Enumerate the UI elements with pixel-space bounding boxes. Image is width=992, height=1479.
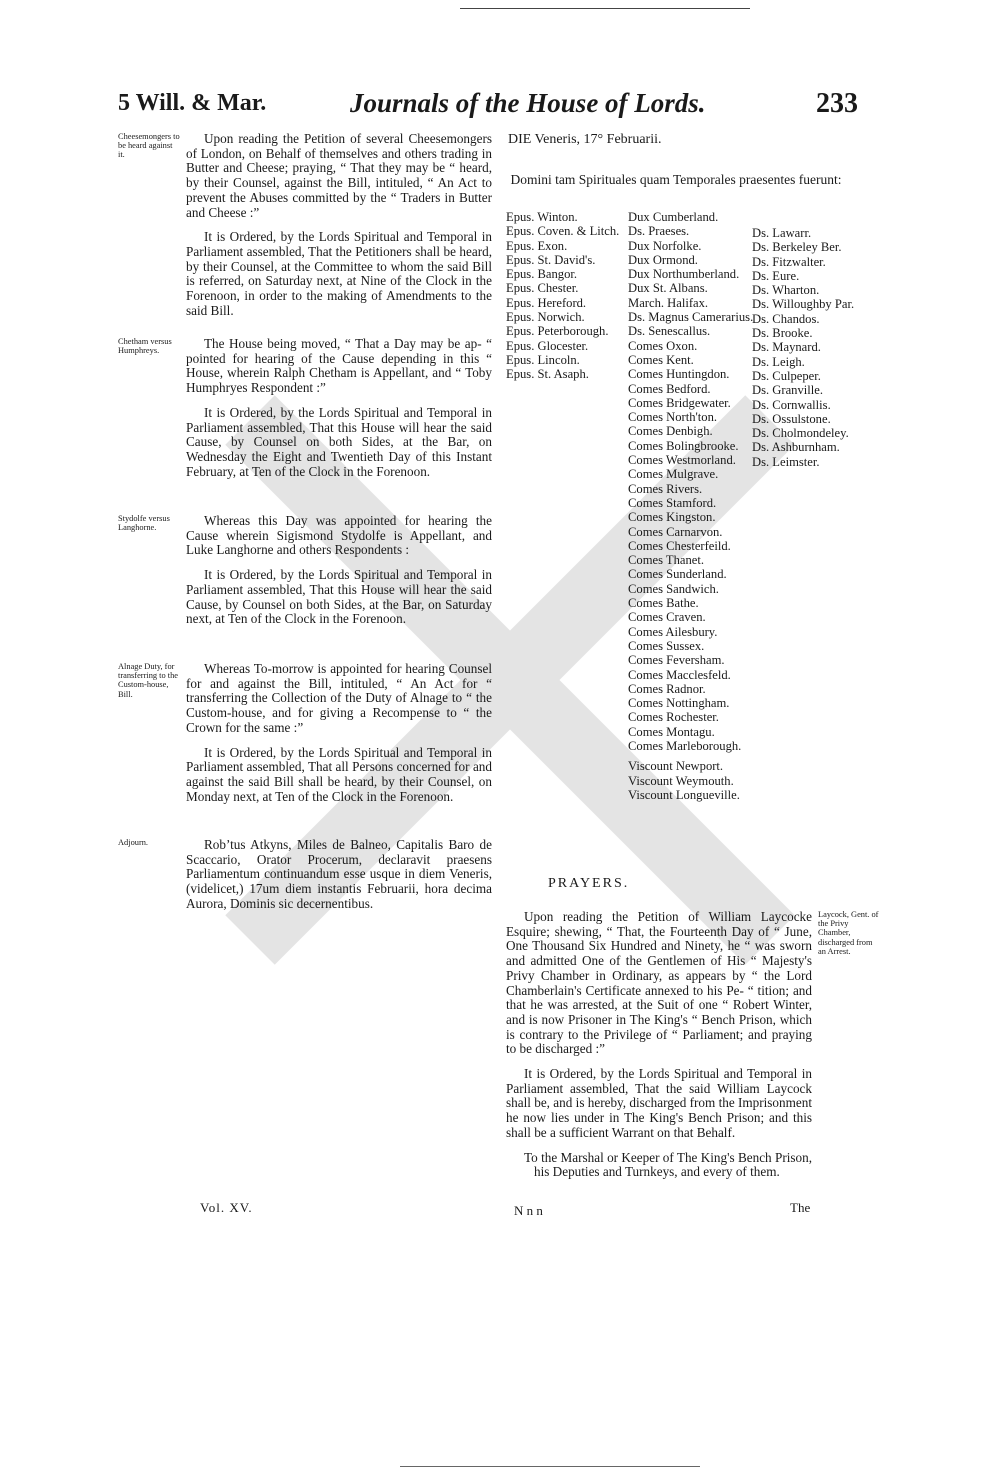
- attendee: Epus. Coven. & Litch.: [506, 224, 620, 239]
- attendee: Ds. Lawarr.: [752, 226, 812, 240]
- attendee: Dux Norfolke.: [628, 238, 702, 253]
- attendee: Comes Feversham.: [628, 653, 725, 668]
- attendance-bishops: [506, 210, 619, 382]
- attendee: Dux Cumberland.: [628, 210, 719, 224]
- page-number: 233: [816, 88, 858, 119]
- attendee: Comes Bridgewater.: [628, 395, 731, 410]
- attendee: Comes Bedford.: [628, 381, 711, 396]
- attendee: Epus. Norwich.: [506, 310, 585, 325]
- volume-label: Vol. XV.: [200, 1200, 253, 1215]
- margin-note: Adjourn.: [118, 838, 149, 847]
- attendee: Comes Radnor.: [628, 681, 706, 696]
- attendee: Comes Montagu.: [628, 724, 715, 739]
- attendee: Comes Macclesfeld.: [628, 667, 731, 682]
- attendee: Comes Kingston.: [628, 510, 716, 525]
- prayers-heading: PRAYERS.: [548, 876, 630, 891]
- attendee: Ds. Leigh.: [752, 354, 805, 369]
- attendee: Epus. Chester.: [506, 281, 579, 296]
- paragraph: Upon reading the Petition of several Cheesemongers of London, on Behalf of themselves and others trading in Butter and Cheese; praying, “ That they may be “ heard, by their Counsel, against the Bill, intituled, “ An Act to prevent the Abuses committed by the “ Traders in Butter and Cheese :”: [186, 131, 492, 220]
- paragraph: Rob’tus Atkyns, Miles de Balneo, Capitalis Baro de Scaccario, Orator Procerum, declaravit praesens Parliamentum continuandum esse usque in diem Veneris, (videlicet,) 17um diem instantis Februarii, hora decima Aurora, Dominis sic decernentibus.: [186, 837, 492, 911]
- attendee: Comes Bathe.: [628, 596, 699, 611]
- attendee: Ds. Magnus Camerarius.: [628, 310, 754, 325]
- attendee: Dux Ormond.: [628, 252, 698, 267]
- paragraph: Upon reading the Petition of William Laycocke Esquire; shewing, “ That, the Fourteenth Day of “ June, One Thousand Six Hundred and Ninety, he “ was sworn and admitted One of the Gentlemen of His “ Majesty's Privy Chamber in Ordinary, as appears by “ the Lord Chamberlain's Certificate annexed to his Pe- “ tition; and that he was arrested, at the Suit of one “ Robert Winter, and is now Prisoner in The King's “ Bench Prison, which is contrary to the Privilege of “ Parliament; and praying to be discharged :”: [506, 909, 812, 1057]
- attendee: Epus. St. David's.: [506, 252, 596, 267]
- attendee: Comes Bolingbrooke.: [628, 438, 739, 453]
- attendee: Epus. Winton.: [506, 210, 578, 224]
- attendee: Comes Nottingham.: [628, 696, 730, 711]
- attendee: Ds. Ashburnham.: [752, 440, 840, 455]
- attendee: Comes Rochester.: [628, 710, 719, 725]
- attendee: Ds. Senescallus.: [628, 324, 711, 339]
- attendee: Ds. Brooke.: [752, 326, 813, 341]
- attendee: Ds. Cholmondeley.: [752, 426, 849, 441]
- entry-laycock: [506, 910, 812, 1190]
- attendance-barons: [752, 226, 854, 469]
- margin-note: Chetham versus Humphreys.: [118, 337, 172, 356]
- attendee: Comes Rivers.: [628, 481, 703, 496]
- paragraph: It is Ordered, by the Lords Spiritual and Temporal in Parliament assembled, That the Petitioners shall be heard, by their Counsel, at the Committee to whom the said Bill is referred, on Saturday next, at Nine of the Clock in the Forenoon, in order to the making of Amendments to the said Bill.: [186, 229, 492, 318]
- paragraph: The House being moved, “ That a Day may be ap- “ pointed for hearing of the Cause depending in this “ House, wherein Ralph Chetham is Appellant, and “ Toby Humphryes Respondent :”: [186, 336, 492, 396]
- catchword: The: [790, 1200, 811, 1215]
- paragraph: It is Ordered, by the Lords Spiritual and Temporal in Parliament assembled, That the said William Laycock shall be, and is hereby, discharged from the Imprisonment he now lies under in The King's Bench Prison; and this shall be a sufficient Warrant on that Behalf.: [506, 1066, 812, 1140]
- attendee: Comes Chesterfeild.: [628, 538, 731, 553]
- attendee: Comes Thanet.: [628, 553, 705, 568]
- attendee: Comes Kent.: [628, 352, 694, 367]
- margin-note: Stydolfe versus Langhorne.: [118, 514, 170, 533]
- attendee: Ds. Granville.: [752, 383, 823, 398]
- entry-stydolfe: [186, 514, 492, 637]
- attendee: Comes Huntingdon.: [628, 367, 730, 382]
- paragraph: To the Marshal or Keeper of The King's Bench Prison, his Deputies and Turnkeys, and every of them.: [524, 1149, 812, 1180]
- attendee: Comes Craven.: [628, 610, 706, 625]
- attendee: Epus. Lincoln.: [506, 352, 580, 367]
- attendee: Ds. Wharton.: [752, 283, 820, 298]
- paragraph: It is Ordered, by the Lords Spiritual and Temporal in Parliament assembled, That this House will hear the said Cause, by Counsel on both Sides, at the Bar, on Saturday next, at Ten of the Clock in the Forenoon.: [186, 567, 492, 627]
- attendee: Comes North'ton.: [628, 410, 718, 425]
- die-heading: DIE Veneris, 17° Februarii.: [508, 132, 662, 147]
- attendee: Comes Carnarvon.: [628, 524, 723, 539]
- running-head-title: Journals of the House of Lords.: [350, 88, 706, 118]
- attendee: Comes Westmorland.: [628, 453, 736, 468]
- attendee: Ds. Berkeley Ber.: [752, 240, 842, 255]
- attendance-temporal: [628, 210, 753, 802]
- margin-note: Laycock, Gent. of the Privy Chamber, discharged from an Arrest.: [818, 910, 879, 956]
- attendee: Ds. Cornwallis.: [752, 397, 831, 412]
- attendee: Viscount Weymouth.: [628, 773, 734, 788]
- attendee: March. Halifax.: [628, 295, 709, 310]
- attendee: Comes Sussex.: [628, 638, 705, 653]
- attendee: Ds. Culpeper.: [752, 368, 821, 383]
- paragraph: It is Ordered, by the Lords Spiritual and Temporal in Parliament assembled, That this House will hear the said Cause, by Counsel on both Sides, at the Bar, on Wednesday the Eight and Twentieth Day of this Instant February, at Ten of the Clock in the Forenoon.: [186, 404, 492, 479]
- attendee: Comes Mulgrave.: [628, 467, 719, 482]
- running-head-left: 5 Will. & Mar.: [118, 90, 267, 116]
- signature-mark: N n n: [514, 1203, 543, 1218]
- attendee: Epus. Hereford.: [506, 295, 587, 310]
- attendee: Comes Sunderland.: [628, 567, 727, 582]
- attendee: Comes Ailesbury.: [628, 624, 718, 639]
- top-edge-rule: [460, 8, 750, 9]
- attendee: Comes Denbigh.: [628, 424, 713, 439]
- attendee: Ds. Ossulstone.: [752, 411, 831, 426]
- entry-adjourn: [186, 838, 492, 922]
- attendee: Comes Stamford.: [628, 495, 717, 510]
- attendee: Ds. Willoughby Par.: [752, 297, 855, 312]
- entry-chetham: [186, 337, 492, 489]
- attendee: Epus. Peterborough.: [506, 324, 609, 339]
- attendee: Viscount Newport.: [628, 759, 724, 774]
- attendee: Epus. Glocester.: [506, 338, 589, 353]
- attendee: Dux Northumberland.: [628, 267, 740, 282]
- attendee: Comes Sandwich.: [628, 581, 719, 596]
- domini-heading: Domini tam Spirituales quam Temporales praesentes fuerunt:: [510, 172, 842, 187]
- attendee: Ds. Maynard.: [752, 340, 821, 355]
- paragraph: Whereas this Day was appointed for hearing the Cause wherein Sigismond Stydolfe is Appellant, and Luke Langhorne and others Respondents :: [186, 513, 492, 558]
- bottom-edge-rule: [400, 1466, 700, 1467]
- attendee: Epus. Bangor.: [506, 267, 578, 282]
- paragraph: Whereas To-morrow is appointed for hearing Counsel for and against the Bill, intituled, “ An Act for “ transferring the Collection of the Duty of Alnage to “ the Custom-house, and for giving a Recompense to “ the Crown for the same :”: [186, 661, 492, 735]
- attendee: Comes Oxon.: [628, 338, 698, 353]
- attendee: Ds. Fitzwalter.: [752, 254, 826, 269]
- attendee: Epus. St. Asaph.: [506, 367, 589, 382]
- attendee: Comes Marleborough.: [628, 738, 742, 753]
- attendee: Dux St. Albans.: [628, 281, 708, 296]
- attendee: Ds. Leimster.: [752, 454, 820, 469]
- margin-note: Cheesemongers to be heard against it.: [118, 132, 180, 160]
- attendee: Epus. Exon.: [506, 238, 568, 253]
- attendee: Ds. Praeses.: [628, 224, 690, 239]
- entry-alnage: [186, 662, 492, 814]
- attendee: Viscount Longueville.: [628, 787, 740, 802]
- margin-note: Alnage Duty, for transferring to the Custom-house, Bill.: [118, 662, 178, 699]
- attendee: Ds. Chandos.: [752, 311, 820, 326]
- attendee: Ds. Eure.: [752, 268, 800, 283]
- paragraph: It is Ordered, by the Lords Spiritual and Temporal in Parliament assembled, That all Persons concerned for and against the said Bill shall be heard, by their Counsel, on Monday next, at Ten of the Clock in the Forenoon.: [186, 744, 492, 804]
- entry-cheesemongers: [186, 132, 492, 328]
